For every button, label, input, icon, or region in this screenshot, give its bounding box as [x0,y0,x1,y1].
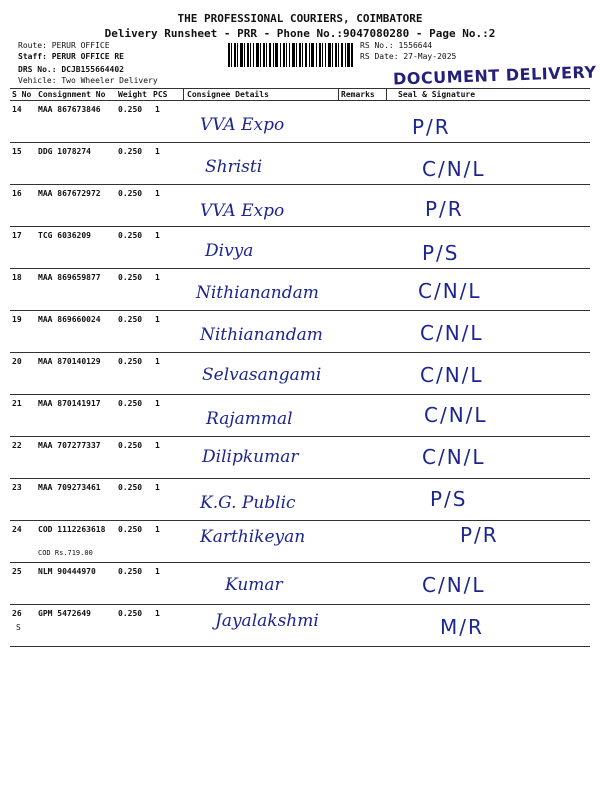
row-consignment-no: MAA 867672972 [38,189,101,198]
row-pcs: 1 [155,609,160,618]
signature-handwriting: P/R [412,115,451,139]
row-weight: 0.250 [118,609,143,618]
row-sno: 26 [12,609,22,618]
row-sno: 23 [12,483,22,492]
row-sno: 16 [12,189,22,198]
table-row [10,394,590,436]
row-sno: 15 [12,147,22,156]
signature-handwriting: C/N/L [422,157,486,181]
table-row [10,184,590,226]
staff-label: Staff: PERUR OFFICE RE [18,52,124,61]
row-consignment-no: MAA 867673846 [38,105,101,114]
row-weight: 0.250 [118,231,143,240]
signature-handwriting: C/N/L [422,445,486,469]
signature-handwriting: C/N/L [420,363,484,387]
row-pcs: 1 [155,483,160,492]
consignee-handwriting: Nithianandam [200,325,323,345]
col-weight: Weight [118,90,147,99]
table-row [10,520,590,562]
consignee-handwriting: Kumar [225,575,283,595]
row-pcs: 1 [155,273,160,282]
row-weight: 0.250 [118,273,143,282]
rs-number: RS No.: 1556644 [360,41,433,50]
consignee-handwriting: Karthikeyan [200,527,306,547]
row-weight: 0.250 [118,399,143,408]
table-row [10,142,590,184]
row-pcs: 1 [155,147,160,156]
drs-number: DRS No.: DCJB155664402 [18,65,124,74]
consignee-handwriting: Rajammal [206,409,293,429]
footer-mark: S [16,623,21,632]
row-weight: 0.250 [118,189,143,198]
table-row [10,226,590,268]
consignee-handwriting: K.G. Public [200,493,296,513]
col-consignment: Consignment No [38,90,106,99]
route-label: Route: PERUR OFFICE [18,41,110,50]
row-weight: 0.250 [118,315,143,324]
table-row [10,562,590,604]
table-row [10,436,590,478]
row-weight: 0.250 [118,483,143,492]
row-pcs: 1 [155,525,160,534]
row-weight: 0.250 [118,147,143,156]
row-weight: 0.250 [118,567,143,576]
document-delivery-stamp: DOCUMENT DELIVERY [392,62,597,89]
table-row [10,604,590,647]
row-sno: 24 [12,525,22,534]
row-sno: 18 [12,273,22,282]
row-weight: 0.250 [118,357,143,366]
row-pcs: 1 [155,189,160,198]
row-consignment-no: MAA 869660024 [38,315,101,324]
row-consignment-no: NLM 90444970 [38,567,96,576]
consignee-handwriting: Nithianandam [196,283,319,303]
row-pcs: 1 [155,231,160,240]
document-subtitle: Delivery Runsheet - PRR - Phone No.:9047080280 - Page No.:2 [104,27,496,40]
signature-handwriting: C/N/L [422,573,486,597]
row-sno: 25 [12,567,22,576]
consignee-handwriting: Divya [205,241,254,261]
row-pcs: 1 [155,567,160,576]
row-consignment-no: MAA 709273461 [38,483,101,492]
row-sno: 19 [12,315,22,324]
row-pcs: 1 [155,399,160,408]
signature-handwriting: C/N/L [418,279,482,303]
row-consignment-no: MAA 870141917 [38,399,101,408]
rs-date: RS Date: 27-May-2025 [360,52,457,61]
row-weight: 0.250 [118,441,143,450]
signature-handwriting: P/S [430,487,468,511]
col-sno: S No [12,90,32,99]
consignee-handwriting: Selvasangami [202,365,322,385]
row-consignment-no: MAA 870140129 [38,357,101,366]
col-consignee: Consignee Details [187,90,269,99]
row-sno: 20 [12,357,22,366]
consignee-handwriting: Dilipkumar [202,447,299,467]
row-consignment-no: GPM 5472649 [38,609,91,618]
barcode-icon [228,43,353,67]
cod-amount: COD Rs.719.00 [38,549,93,557]
row-pcs: 1 [155,315,160,324]
row-consignment-no: TCG 6036209 [38,231,91,240]
row-pcs: 1 [155,357,160,366]
table-row [10,100,590,142]
table-header-row [10,88,590,100]
row-pcs: 1 [155,441,160,450]
table-row [10,352,590,394]
runsheet-table [10,88,590,647]
consignee-handwriting: Jayalakshmi [215,611,319,631]
row-consignment-no: MAA 869659877 [38,273,101,282]
table-row [10,268,590,310]
col-pcs: PCS [153,90,168,99]
consignee-handwriting: VVA Expo [200,201,285,221]
row-weight: 0.250 [118,525,143,534]
row-sno: 21 [12,399,22,408]
signature-handwriting: M/R [440,615,484,639]
col-seal-signature: Seal & Signature [398,90,476,99]
table-row [10,478,590,520]
row-sno: 14 [12,105,22,114]
signature-handwriting: C/N/L [424,403,488,427]
row-weight: 0.250 [118,105,143,114]
consignee-handwriting: VVA Expo [200,115,285,135]
col-remarks: Remarks [341,90,375,99]
row-pcs: 1 [155,105,160,114]
row-consignment-no: DDG 1078274 [38,147,91,156]
consignee-handwriting: Shristi [205,157,263,177]
row-consignment-no: MAA 707277337 [38,441,101,450]
table-row [10,310,590,352]
document-title: THE PROFESSIONAL COURIERS, COIMBATORE [177,12,423,25]
row-sno: 17 [12,231,22,240]
signature-handwriting: P/R [460,523,499,547]
signature-handwriting: C/N/L [420,321,484,345]
row-sno: 22 [12,441,22,450]
signature-handwriting: P/R [425,197,464,221]
signature-handwriting: P/S [422,241,460,265]
row-consignment-no: COD 1112263618 [38,525,106,534]
vehicle-label: Vehicle: Two Wheeler Delivery [18,76,158,85]
